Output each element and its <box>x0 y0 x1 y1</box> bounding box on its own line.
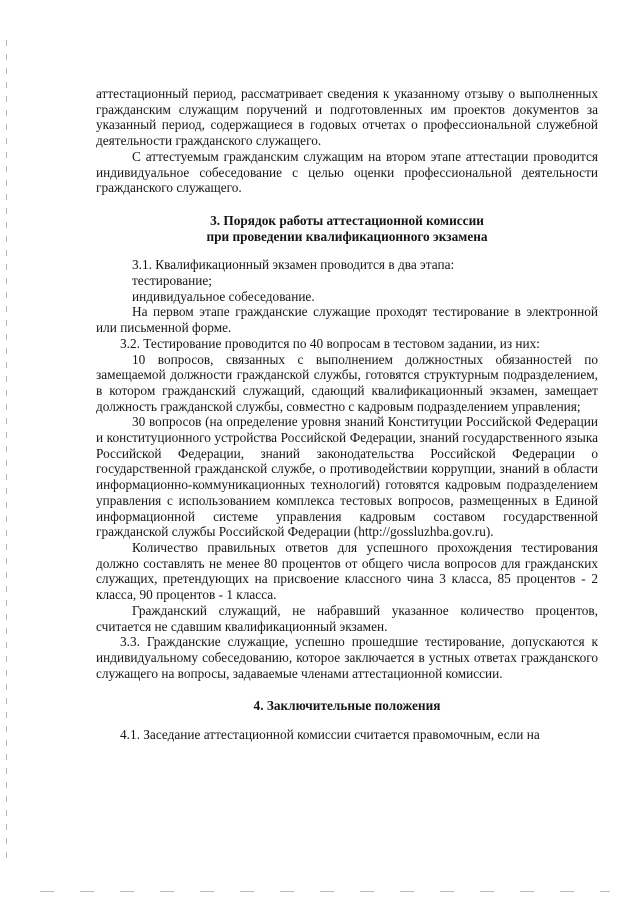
paragraph-3-3: 3.3. Гражданские служащие, успешно прошедшие тестирование, допускаются к индивидуальному собеседованию, которое заключается в устных ответах гражданского служащего на вопросы, задаваемые членами аттестационной комиссии. <box>96 634 598 681</box>
paragraph-correct-answers: Количество правильных ответов для успешного прохождения тестирования должно составлять не менее 80 процентов от общего числа вопросов для гражданских служащих, претендующих на присвоение классного чина 3 класса, 85 процентов - 2 класса, 90 процентов - 1 класса. <box>96 539 598 603</box>
intro-paragraph-1: аттестационный период, рассматривает сведения к указанному отзыву о выполненных гражданским служащим поручений и подготовленных им проектов документов за указанный период, содержащиеся в годовых отчетах о профессиональной служебной деятельности гражданского служащего. <box>96 86 598 149</box>
stage-testing: тестирование; <box>132 273 213 289</box>
paragraph-10-questions: 10 вопросов, связанных с выполнением должностных обязанностей по замещаемой должности гражданской службы, готовятся структурным подразделением, в котором гражданский служащий, сдающий квалификационный экзамен, замещает должность гражданской службы, совместно с кадровым подразделением управления; <box>96 351 598 414</box>
scan-bottom-marks <box>40 891 610 892</box>
intro-paragraph-2: С аттестуемым гражданским служащим на втором этапе аттестации проводится индивидуальное собеседование с целью оценки профессиональной деятельности гражданского служащего. <box>96 148 598 196</box>
paragraph-3-2: 3.2. Тестирование проводится по 40 вопросам в тестовом задании, из них: <box>120 335 541 351</box>
section-3-heading-line-1: 3. Порядок работы аттестационной комиссии <box>210 212 484 228</box>
scan-edge-marks <box>6 40 7 860</box>
stage-interview: индивидуальное собеседование. <box>132 288 315 304</box>
section-4-heading: 4. Заключительные положения <box>253 698 441 714</box>
section-3-heading-line-2: при проведении квалификационного экзамена <box>206 228 488 244</box>
paragraph-30-questions: 30 вопросов (на определение уровня знаний Конституции Российской Федерации и конституционного устройства Российской Федерации, знаний государственного языка Российской Федерации, знаний законодательства Российской Федерации о государственной гражданской службе, о противодействии коррупции, знаний в области информационно-коммуникационных технологий) готовятся кадровым подразделением управления с использованием комплекса тестовых вопросов, размещенных в Единой информационной системе управления кадровым составом государственной гражданской службы Российской Федерации (http://gossluzhba.gov.ru). <box>96 414 598 540</box>
paragraph-failed: Гражданский служащий, не набравший указанное количество процентов, считается не сдавшим квалификационный экзамен. <box>96 602 598 634</box>
first-stage-paragraph: На первом этапе гражданские служащие проходят тестирование в электронной или письменной форме. <box>96 304 598 336</box>
paragraph-4-1: 4.1. Заседание аттестационной комиссии считается правомочным, если на <box>120 727 540 743</box>
paragraph-3-1: 3.1. Квалификационный экзамен проводится в два этапа: <box>132 257 455 273</box>
document-body <box>96 86 598 743</box>
